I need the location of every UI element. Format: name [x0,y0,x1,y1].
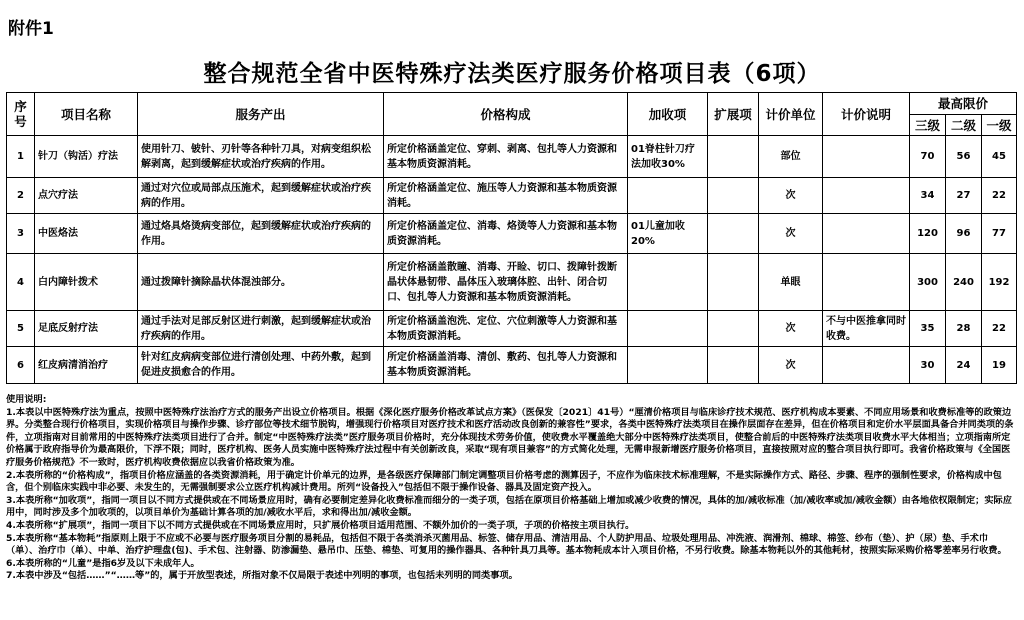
price-table [6,92,1017,384]
note-item: 6.本表所称的“儿童”是指6岁及以下未成年人。 [6,557,200,569]
row-composition: 所定价格涵盖消毒、清创、敷药、包扎等人力资源和基本物质资源消耗。 [384,347,628,384]
row-name: 白内障针拨术 [35,254,138,311]
table-row [7,178,1017,214]
row-extend-item [708,254,759,311]
row-note [823,347,910,384]
row-name: 足底反射疗法 [35,311,138,347]
table-row [7,347,1017,384]
row-name: 红皮病清消治疗 [35,347,138,384]
row-price-level2: 24 [946,347,982,384]
row-index: 1 [7,136,35,178]
row-composition-text: 所定价格涵盖散瞳、消毒、开睑、切口、拨障针拨断晶状体悬韧带、晶体压入玻璃体腔、出针、闭合切口、包扎等人力资源和基本物质资源消耗。 [387,261,617,303]
row-price-level2: 27 [946,178,982,214]
row-price-level2: 96 [946,214,982,254]
row-price-level2: 56 [946,136,982,178]
header-index: 序号 [7,93,35,136]
table-row [7,254,1017,311]
note-item: 4.本表所称“扩展项”，指同一项目下以不同方式提供或在不同场景应用时，只扩展价格项目适用范围、不额外加价的一类子项，子项的价格按主项目执行。 [6,519,635,531]
header-note: 计价说明 [823,93,910,136]
row-price-level1: 22 [982,178,1017,214]
row-price-level2: 28 [946,311,982,347]
row-unit: 单眼 [759,254,823,311]
row-index: 3 [7,214,35,254]
row-price-level2: 240 [946,254,982,311]
row-output [138,136,384,178]
row-add-item [628,347,708,384]
row-unit: 次 [759,311,823,347]
row-output: 通过手法对足部反射区进行刺激，起到缓解症状或治疗疾病的作用。 [138,311,384,347]
row-add-item [628,254,708,311]
row-output: 针对红皮病病变部位进行清创处理、中药外敷，起到促进皮损愈合的作用。 [138,347,384,384]
row-extend-item [708,347,759,384]
row-extend-item [708,311,759,347]
header-level1: 一级 [982,115,1017,136]
header-unit: 计价单位 [759,93,823,136]
row-extend-item [708,178,759,214]
row-price-level3: 120 [910,214,946,254]
row-add-item [628,178,708,214]
header-composition: 价格构成 [384,93,628,136]
row-unit: 次 [759,347,823,384]
table-row [7,214,1017,254]
row-price-level1: 19 [982,347,1017,384]
row-output-text: 使用针刀、铍针、刃针等各种针刀具，对病变组织松解剥离，起到缓解症状或治疗疾病的作用。 [141,143,371,170]
row-composition: 所定价格涵盖泡洗、定位、穴位刺激等人力资源和基本物质资源消耗。 [384,311,628,347]
note-item: 1.本表以中医特殊疗法为重点，按照中医特殊疗法治疗方式的服务产出设立价格项目。根据《深化医疗服务价格改革试点方案》（医保发〔2021〕41号）“厘清价格项目与临床诊疗技术规范、医疗机构成本要素、不同应用场景和收费标准等的政策边界。分类整合现行价格项目，实现价格项目与操作步骤、诊疗部位等技术细节脱钩，增强现行价格项目对医疗技术和医疗活动改良创新的兼容性”要求，各类中医特殊疗法类项目在操作层面存在差异，但在价格项目和定价水平层面具备合并同类项的条件，立项指南对目前常用的中医特殊疗法类项目进行了合并。制定“中医特殊疗法类”医疗服务项目价格时，充分体现技术劳务价值，使收费水平覆盖绝大部分中医特殊疗法类项目，使整合前后的中医特殊疗法类项目收费水平大体相当；立项指南所定价格属于政府指导价为最高限价，下浮不限；同时，医疗机构、医务人员实施中医特殊疗法过程中有关创新改良，采取“现有项目兼容”的方式简化处理，无需申报新增医疗服务价格项目，直接按照对应的整合项目执行即可。我省价格政策与《全国医疗服务价格规范》不一致时，医疗机构收费依据应以我省价格政策为准。 [6,406,1014,468]
row-note [823,254,910,311]
row-index: 2 [7,178,35,214]
row-name: 针刀（钩活）疗法 [35,136,138,178]
header-row [7,93,1017,115]
row-index: 6 [7,347,35,384]
notes-heading: 使用说明: [6,394,47,405]
row-extend-item [708,136,759,178]
header-level2: 二级 [946,115,982,136]
note-item: 3.本表所称“加收项”，指同一项目以不同方式提供或在不同场景应用时，确有必要制定差异化收费标准而细分的一类子项，包括在原项目价格基础上增加或减少收费的情况，具体的加/减收标准（加/减收率或加/减收金额）由各地依权限制定；实际应用中，同时涉及多个加收项的，以项目单价为基础计算各项的加/减收水平后，求和得出加/减收金额。 [6,494,1012,519]
header-extend-item: 扩展项 [708,93,759,136]
row-output: 通过拨障针摘除晶状体混浊部分。 [138,254,384,311]
row-price-level3: 70 [910,136,946,178]
row-add-item [628,311,708,347]
row-price-level3: 34 [910,178,946,214]
row-note [823,136,910,178]
row-note: 不与中医推拿同时收费。 [823,311,910,347]
header-name: 项目名称 [35,93,138,136]
header-level3: 三级 [910,115,946,136]
row-price-level3: 300 [910,254,946,311]
row-price-level3: 35 [910,311,946,347]
row-index: 4 [7,254,35,311]
row-composition: 所定价格涵盖定位、施压等人力资源和基本物质资源消耗。 [384,178,628,214]
row-composition: 所定价格涵盖定位、穿刺、剥离、包扎等人力资源和基本物质资源消耗。 [384,136,628,178]
attachment-label: 附件1 [8,19,54,39]
header-output: 服务产出 [138,93,384,136]
table-row [7,136,1017,178]
note-item: 2.本表所称的“价格构成”，指项目价格应涵盖的各类资源消耗，用于确定计价单元的边界，是各级医疗保障部门制定调整项目价格考虑的测算因子，不应作为临床技术标准理解，不是实际操作方式、路径、步骤、程序的强制性要求，价格构成中包含，但个别临床实践中非必要、未发生的，无需强制要求公立医疗机构减计费用。所列“设备投入”包括但不限于操作设备、器具及固定资产投入。 [6,469,1002,494]
row-name: 中医烙法 [35,214,138,254]
row-composition [384,254,628,311]
row-note [823,178,910,214]
row-index: 5 [7,311,35,347]
row-price-level1: 22 [982,311,1017,347]
row-unit: 次 [759,214,823,254]
note-item: 5.本表所称“基本物耗”指原则上限于不应或不必要与医疗服务项目分割的易耗品，包括但不限于各类消杀灭菌用品、标签、储存用品、清洁用品、个人防护用品、垃圾处理用品、冲洗液、润滑剂、棉球、棉签、纱布（垫）、护（尿）垫、手术巾（单）、治疗巾（单）、中单、治疗护理盘(包)、手术包、注射器、防渗漏垫、悬吊巾、压垫、棉垫、可复用的操作器具、各种针具刀具等。基本物耗成本计入项目价格，不另行收费。除基本物耗以外的其他耗材，按照实际采购价格零差率另行收费。 [6,532,1007,557]
row-price-level1: 192 [982,254,1017,311]
table-row [7,311,1017,347]
row-composition: 所定价格涵盖定位、消毒、烙烫等人力资源和基本物质资源消耗。 [384,214,628,254]
note-item: 7.本表中涉及“包括……”“……等”的，属于开放型表述，所指对象不仅局限于表述中列明的事项，也包括未列明的同类事项。 [6,570,518,582]
row-output: 通过对穴位或局部点压施术，起到缓解症状或治疗疾病的作用。 [138,178,384,214]
header-max-price: 最高限价 [910,93,1017,115]
row-unit: 次 [759,178,823,214]
row-add-item: 01脊柱针刀疗法加收30% [628,136,708,178]
header-add-item: 加收项 [628,93,708,136]
row-name: 点穴疗法 [35,178,138,214]
row-price-level1: 77 [982,214,1017,254]
row-add-item: 01儿童加收20% [628,214,708,254]
row-unit: 部位 [759,136,823,178]
usage-notes [6,394,1016,583]
row-extend-item [708,214,759,254]
row-note [823,214,910,254]
page-title: 整合规范全省中医特殊疗法类医疗服务价格项目表（6项） [203,61,821,87]
row-price-level3: 30 [910,347,946,384]
row-price-level1: 45 [982,136,1017,178]
row-output: 通过烙具烙烫病变部位，起到缓解症状或治疗疾病的作用。 [138,214,384,254]
